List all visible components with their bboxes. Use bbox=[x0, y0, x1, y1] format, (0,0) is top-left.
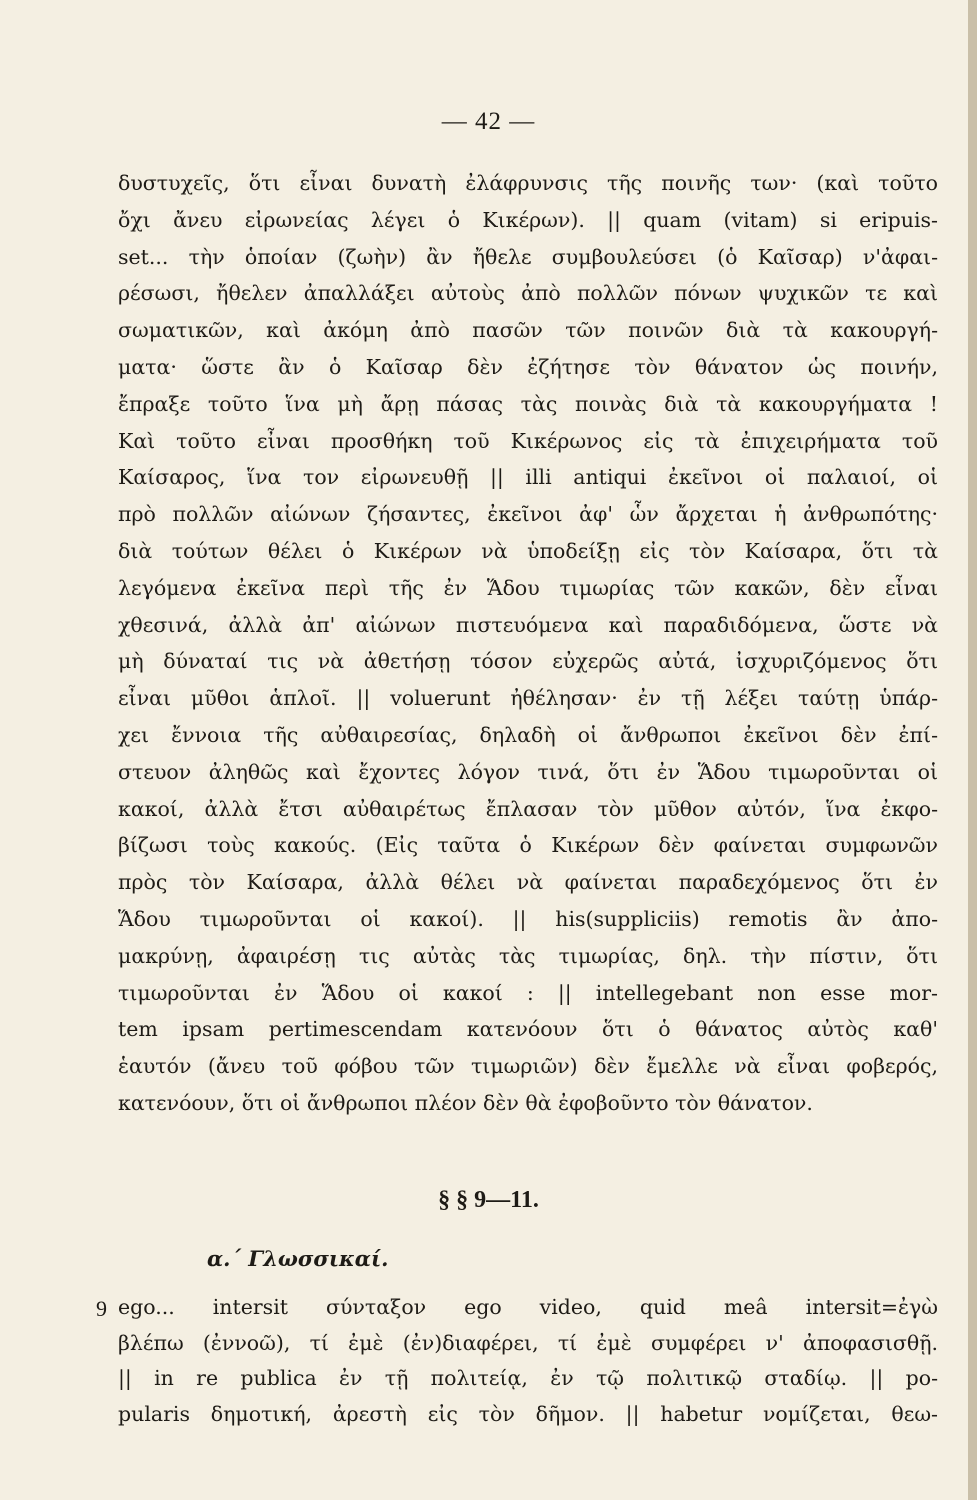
notes-text bbox=[118, 1290, 938, 1432]
text-line: μὴ δύναταί τις νὰ ἀθετήσῃ τόσον εὐχερῶς αὐτά, ἰσχυριζόμενος ὅτι bbox=[118, 649, 938, 674]
text-line: τιμωροῦνται ἐν Ἅδου οἱ κακοί : || intellegebant non esse mor- bbox=[118, 980, 938, 1005]
text-line: στευον ἀληθῶς καὶ ἔχοντες λόγον τινά, ὅτι ἐν Ἅδου τιμωροῦνται οἱ bbox=[118, 759, 938, 784]
text-line: tem ipsam pertimescendam κατενόουν ὅτι ὁ θάνατος αὐτὸς καθ' bbox=[118, 1017, 938, 1042]
text-line: πρὸς τὸν Καίσαρα, ἀλλὰ θέλει νὰ φαίνεται παραδεχόμενος ὅτι ἐν bbox=[118, 870, 938, 895]
text-line: κακοί, ἀλλὰ ἔτσι αὐθαιρέτως ἔπλασαν τὸν μῦθον αὐτόν, ἵνα ἐκφο- bbox=[118, 796, 938, 821]
text-line: χθεσινά, ἀλλὰ ἀπ' αἰώνων πιστευόμενα καὶ παραδιδόμενα, ὥστε νὰ bbox=[118, 612, 938, 637]
text-line: πρὸ πολλῶν αἰώνων ζήσαντες, ἐκεῖνοι ἀφ' ὧν ἄρχεται ἡ ἀνθρωπότης· bbox=[118, 502, 938, 527]
text-line: ματα· ὥστε ἂν ὁ Καῖσαρ δὲν ἐζήτησε τὸν θάνατον ὡς ποινήν, bbox=[118, 354, 938, 379]
text-line: ὄχι ἄνευ εἰρωνείας λέγει ὁ Κικέρων). || quam (vitam) si eripuis- bbox=[118, 207, 938, 232]
text-line: μακρύνῃ, ἀφαιρέσῃ τις αὐτὰς τὰς τιμωρίας, δηλ. τὴν πίστιν, ὅτι bbox=[118, 943, 938, 968]
text-line: || in re publica ἐν τῇ πολιτείᾳ, ἐν τῷ πολιτικῷ σταδίῳ. || po- bbox=[118, 1366, 938, 1390]
text-line: ego... intersit σύνταξον ego video, quid meâ intersit=ἐγὼ bbox=[118, 1295, 938, 1319]
text-line: ἑαυτόν (ἄνευ τοῦ φόβου τῶν τιμωριῶν) δὲν ἔμελλε νὰ εἶναι φοβερός, bbox=[118, 1054, 938, 1079]
main-text bbox=[118, 165, 938, 1122]
text-line: set... τὴν ὁποίαν (ζωὴν) ἂν ἤθελε συμβουλεύσει (ὁ Καῖσαρ) ν'ἀφαι- bbox=[118, 244, 938, 269]
section-heading: § § 9—11. bbox=[438, 1187, 539, 1213]
text-line: Καὶ τοῦτο εἶναι προσθήκη τοῦ Κικέρωνος εἰς τὰ ἐπιχειρήματα τοῦ bbox=[118, 428, 938, 453]
text-line: ρέσωσι, ἤθελεν ἀπαλλάξει αὐτοὺς ἀπὸ πολλῶν πόνων ψυχικῶν τε καὶ bbox=[118, 281, 938, 306]
text-line: εἶναι μῦθοι ἁπλοῖ. || voluerunt ἠθέλησαν· ἐν τῇ λέξει ταύτῃ ὑπάρ- bbox=[118, 686, 938, 711]
text-line: λεγόμενα ἐκεῖνα περὶ τῆς ἐν Ἅδου τιμωρίας τῶν κακῶν, δὲν εἶναι bbox=[118, 575, 938, 600]
text-line: κατενόουν, ὅτι οἱ ἄνθρωποι πλέον δὲν θὰ ἐφοβοῦντο τὸν θάνατον. bbox=[118, 1090, 813, 1115]
text-line: pularis δημοτική, ἀρεστὴ εἰς τὸν δῆμον. || habetur νομίζεται, θεω- bbox=[118, 1401, 938, 1426]
text-line: Καίσαρος, ἵνα τον εἰρωνευθῇ || illi antiqui ἐκεῖνοι οἱ παλαιοί, οἱ bbox=[118, 465, 938, 490]
text-line: βίζωσι τοὺς κακούς. (Εἰς ταῦτα ὁ Κικέρων δὲν φαίνεται συμφωνῶν bbox=[118, 833, 938, 858]
page-edge-right bbox=[968, 0, 977, 1500]
text-line: διὰ τούτων θέλει ὁ Κικέρων νὰ ὑποδείξῃ εἰς τὸν Καίσαρα, ὅτι τὰ bbox=[118, 538, 938, 563]
text-line: δυστυχεῖς, ὅτι εἶναι δυνατὴ ἐλάφρυνσις τῆς ποινῆς των· (καὶ τοῦτο bbox=[118, 171, 938, 195]
text-line: σωματικῶν, καὶ ἀκόμη ἀπὸ πασῶν τῶν ποινῶν διὰ τὰ κακουργή- bbox=[118, 318, 938, 343]
page-number: — 42 — bbox=[441, 108, 536, 135]
text-line: χει ἔννοια τῆς αὐθαιρεσίας, δηλαδὴ οἱ ἄνθρωποι ἐκεῖνοι δὲν ἐπί- bbox=[118, 722, 938, 747]
text-line: βλέπω (ἐννοῶ), τί ἐμὲ (ἐν)διαφέρει, τί ἐμὲ συμφέρει ν' ἀποφασισθῇ. bbox=[118, 1330, 938, 1355]
text-line: ἔπραξε τοῦτο ἵνα μὴ ἄρῃ πάσας τὰς ποινὰς διὰ τὰ κακουργήματα ! bbox=[118, 391, 938, 416]
paragraph-number: 9 bbox=[96, 1296, 107, 1321]
text-line: Ἅδου τιμωροῦνται οἱ κακοί). || his(suppliciis) remotis ἂν ἀπο- bbox=[118, 906, 938, 931]
subheading: α.΄ Γλωσσικαί. bbox=[207, 1246, 389, 1271]
